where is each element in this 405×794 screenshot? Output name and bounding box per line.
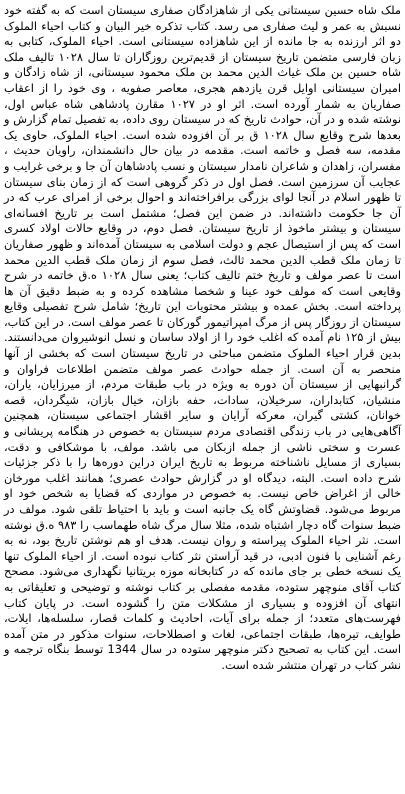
article-body-text: ملک شاه حسین سیستانی یکی از شاهزادگان صفاری سیستان است که به گفته خود نسبش به عمر و لیث صفاری می رسد. کتاب تذکره خیر البیان و کتاب احیاء الملوک دو اثر ارزنده به جا مانده از این شاهزاده سیستانی است. احیاء الملوک، کتابی به زبان فارسی متضمن تاریخ سیستان از قدیم‌ترین روزگاران تا سال ۱۰۲۸ تالیف ملک شاه حسین بن ملک غیاث الدین محمد بن ملک محمود سیستانی، از شاه زادگان و امیران سیستانی اوایل قرن یازدهم هجری، معاصر صفویه ، وی خود را از اعقاب صفاریان به شمار آورده است. اثر او در ۱۰۲۷ مقارن پادشاهی شاه عباس اول، نوشته شده و در آن، حوادث تاریخ که در سیستان روی داده، به تفصیل تمام گزارش و بعدها شرح وقایع سال ۱۰۲۸ ق بر آن افزوده شده است. احیاء الملوک، حاوی یک مقدمه، سه فصل و خاتمه است. مقدمه در بیان حال دانشمندان، راویان حدیث ، مفسران، زاهدان و شاعران نامدار سیستان و نسب پادشاهان آن جا و برخی غرایب و عجایب آن سرزمین است. فصل اول در ذکر گروهی است که از زمان بنای سیستان تا ظهور اسلام در آنجا لوای بزرگی برافراخته‌اند و احوال برخی از امرای عرب که در آن جا حکومت داشته‌اند. در ضمن این فصل؛ مشتمل است بر تاریخ افسانه‌ای سیستان و بیشتر ماخوذ از تاریخ سیستان. فصل دوم، در وقایع حالات اولاد کسری است که پس از استیصال عجم و دولت اسلامی به سیستان آمده‌اند و ظهور صفاریان تا زمان ملک قطب الدین محمد ثالث، فصل سوم از زمان ملک قطب الدین محمد است تا عصر مولف و تاریخ ختم تالیف کتاب؛ یعنی سال ۱۰۲۸ ه.ق خاتمه در شرح وقایعی است که مولف خود عینا و شخصا مشاهده کرده و به ضبط دقیق آن ها پرداخته است. بخش عمده و بیشتر محتویات این تاریخ؛ شامل شرح تفصیلی وقایع سیستان از روزگار پس از مرگ امپراتیمور گورکان تا عصر مولف است. در این کتاب، بیش از ۱۲۵ نام آمده که اغلب خود را از اولاد ساسان و نسل انوشیروان می‌دانستند. بدین قرار احیاء الملوک متضمن مباحثی در تاریخ سیستان است که بخشی از آنها منحصر به آن است. از جمله حوادث عصر مولف متضمن اطلاعات فراوان و گرانبهایی از سیستان آن دوره به ویژه در باب طبقات مردم، از میرزایان، یاران، منشیان، کتابداران، سرخیلان، سادات، حفه بازان، خیال بازان، شیگردان، قصه خوانان، کشتی گیران، معرکه آرایان و سایر اقشار اجتماعی سیستان، همچنین آگاهی‌هایی در باب زندگی اقتصادی مردم سیستان به خصوص در هنگامه پریشانی و عسرت و سختی ناشی از جمله ازبکان می باشد. مولف، با موشکافی و دقت، بسیاری از مسایل ناشناخته مربوط به تاریخ ایران دراین دوره‌ها را با ذکر جزئیات شرح داده است. البته، دیدگاه او در گزارش حوادث عصری؛ همانند اغلب مورخان خالی از اغراض خاص نیست. به خصوص در مواردی که قضایا به شخص خود او مربوط می‌شود. قضاوتش گاه یک جانبه است و باید با احتیاط تلقی شود. مولف در ضبط سنوات گاه دچار اشتباه شده، مثلا سال مرگ شاه طهماسب را ۹۸۳ ه.ق نوشته است. نثر احیاء الملوک پیراسته و روان نیست. هدف او هم نوشتن تاریخ بود، نه به رغم آشنایی با فنون ادبی، در قید آراستن نثر کتاب نبوده است. از احیاء الملوک تنها یک نسخه خطی بر جای مانده که در کتابخانه موزه بریتانیا نگهداری می‌شود. مصحح کتاب آقای منوچهر ستوده، مقدمه مفصلی بر کتاب نوشته و توضیحی و تعلیقاتی به انتهای آن افزوده و بسیاری از مشکلات متن را گشوده است. در پایان کتاب فهرست‌های متعدد؛ از جمله برای آیات، احادیث و کلمات قصار، سلسله‌ها، ایلات، طوایف، تیره‌ها، طبقات اجتماعی، لغات و اصطلاحات، سنوات مذکور در متن آمده است. این کتاب به تصحیح دکتر منوچهر ستوده در سال 1344 توسط بنگاه ترجمه و نشر کتاب در تهران منتشر شده است. bbox=[4, 3, 402, 672]
